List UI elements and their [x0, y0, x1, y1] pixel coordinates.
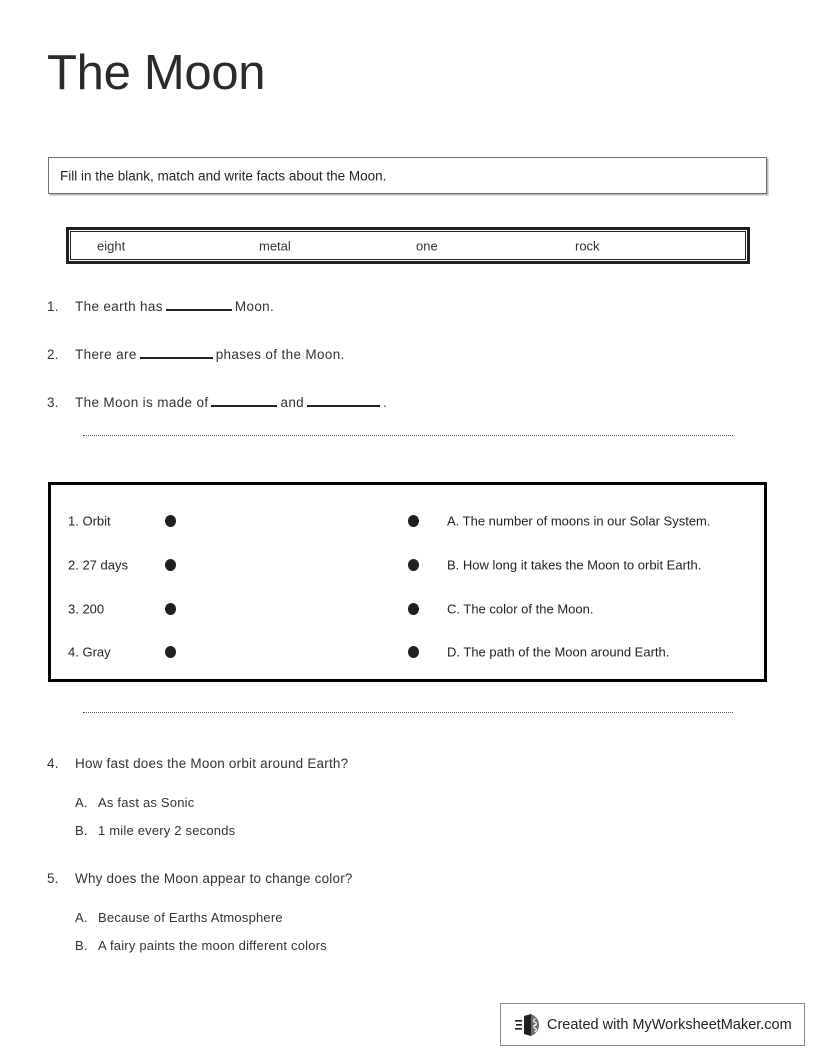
question-number: 5.: [47, 871, 59, 886]
multiple-choice-option[interactable]: [75, 938, 327, 953]
instruction-box: [48, 157, 767, 194]
word-bank-inner-border: [70, 231, 746, 260]
option-text: Because of Earths Atmosphere: [98, 910, 283, 925]
matching-left-label: 4. Gray: [68, 644, 111, 660]
fill-blank-question: [47, 392, 387, 410]
matching-right-label: B. How long it takes the Moon to orbit Earth.: [447, 557, 702, 573]
option-text: As fast as Sonic: [98, 795, 195, 810]
multiple-choice-question: [47, 871, 353, 886]
matching-left-dot[interactable]: [165, 646, 176, 658]
matching-left-label: 2. 27 days: [68, 557, 128, 573]
option-letter: B.: [75, 938, 88, 953]
matching-row: [51, 511, 764, 531]
matching-row: [51, 555, 764, 575]
footer-attribution-badge[interactable]: [500, 1003, 805, 1046]
matching-left-dot[interactable]: [165, 603, 176, 615]
question-text-after: phases of the Moon.: [215, 347, 345, 362]
answer-blank[interactable]: [166, 296, 232, 311]
matching-row: [51, 642, 764, 662]
fill-blank-question: [47, 296, 274, 314]
answer-blank[interactable]: [211, 392, 277, 407]
multiple-choice-option[interactable]: [75, 910, 283, 925]
matching-right-dot[interactable]: [408, 559, 419, 571]
question-text-before: There are: [75, 347, 137, 362]
matching-left-dot[interactable]: [165, 559, 176, 571]
matching-right-dot[interactable]: [408, 603, 419, 615]
question-text-middle: and: [280, 395, 305, 410]
multiple-choice-option[interactable]: [75, 795, 194, 810]
question-number: 4.: [47, 756, 59, 771]
matching-left-label: 3. 200: [68, 601, 105, 617]
option-text: 1 mile every 2 seconds: [98, 823, 236, 838]
answer-blank[interactable]: [140, 344, 213, 359]
matching-right-dot[interactable]: [408, 646, 419, 658]
question-text: Why does the Moon appear to change color?: [75, 871, 353, 886]
word-bank-item: rock: [575, 238, 600, 253]
question-number: 1.: [47, 299, 59, 314]
worksheet-maker-logo-icon: [515, 1013, 541, 1037]
option-text: A fairy paints the moon different colors: [98, 938, 327, 953]
matching-right-label: A. The number of moons in our Solar System.: [447, 513, 711, 529]
option-letter: A.: [75, 910, 88, 925]
matching-left-label: 1. Orbit: [68, 513, 111, 529]
question-text-before: The Moon is made of: [75, 395, 209, 410]
section-divider: [83, 435, 733, 436]
instruction-text: Fill in the blank, match and write facts about the Moon.: [60, 168, 387, 183]
matching-right-label: C. The color of the Moon.: [447, 601, 594, 617]
word-bank: [66, 227, 750, 264]
question-text-after: .: [383, 395, 388, 410]
section-divider: [83, 712, 733, 713]
word-bank-item: metal: [259, 238, 291, 253]
question-number: 3.: [47, 395, 59, 410]
question-text-after: Moon.: [234, 299, 275, 314]
matching-right-label: D. The path of the Moon around Earth.: [447, 644, 670, 660]
multiple-choice-question: [47, 756, 348, 771]
matching-row: [51, 599, 764, 619]
word-bank-item: eight: [97, 238, 126, 253]
option-letter: B.: [75, 823, 88, 838]
question-number: 2.: [47, 347, 59, 362]
question-text: How fast does the Moon orbit around Earth?: [75, 756, 349, 771]
question-text-before: The earth has: [75, 299, 163, 314]
fill-blank-question: [47, 344, 345, 362]
footer-text: Created with MyWorksheetMaker.com: [547, 1016, 792, 1033]
matching-right-dot[interactable]: [408, 515, 419, 527]
page-title: The Moon: [47, 46, 266, 100]
multiple-choice-option[interactable]: [75, 823, 235, 838]
option-letter: A.: [75, 795, 88, 810]
matching-left-dot[interactable]: [165, 515, 176, 527]
word-bank-item: one: [416, 238, 438, 253]
matching-section: [48, 482, 767, 682]
answer-blank[interactable]: [307, 392, 380, 407]
